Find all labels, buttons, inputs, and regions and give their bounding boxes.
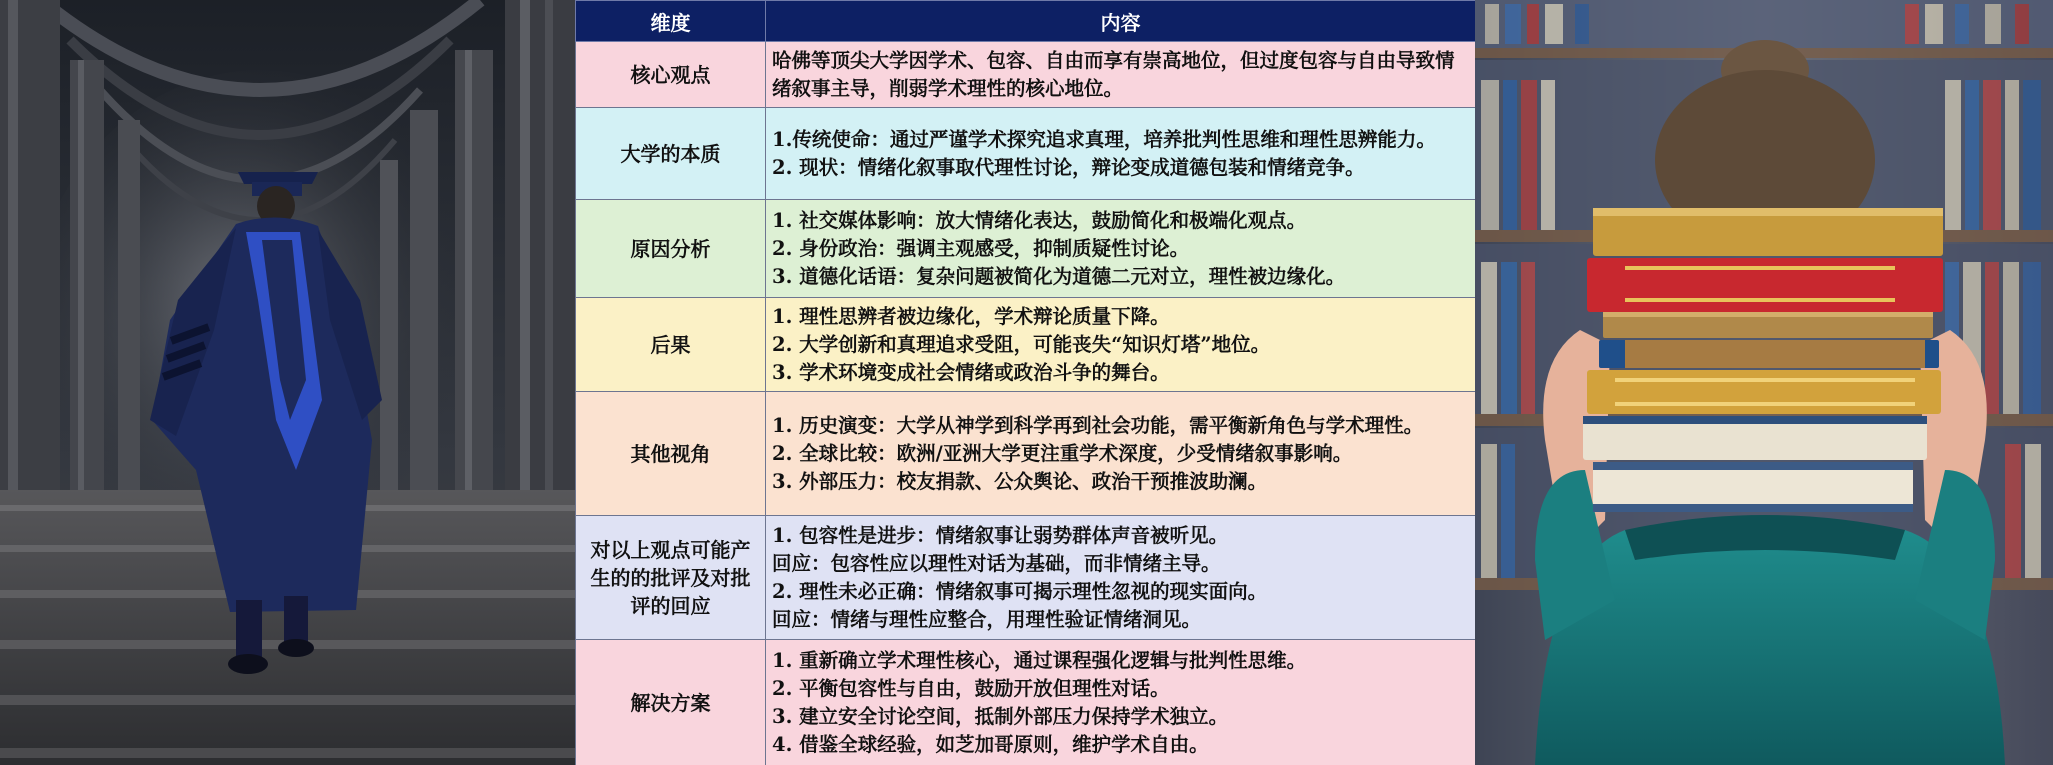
- content-line: 2. 平衡包容性与自由，鼓励开放但理性对话。: [772, 677, 1170, 700]
- table-row: [576, 42, 1476, 108]
- content-line: 3. 学术环境变成社会情绪或政治斗争的舞台。: [772, 360, 1170, 384]
- row-content: [766, 200, 1476, 298]
- info-table-container: [575, 0, 1475, 765]
- content-line: 1.传统使命：通过严谨学术探究追求真理，培养批判性思维和理性思辨能力。: [772, 127, 1436, 151]
- row-dimension: 原因分析: [576, 200, 766, 298]
- row-content: [766, 108, 1476, 200]
- books-stack-photo: [1475, 0, 2053, 765]
- content-line: 1. 理性思辨者被边缘化，学术辩论质量下降。: [772, 304, 1170, 328]
- table-row: [576, 516, 1476, 640]
- row-dimension: 后果: [576, 298, 766, 392]
- content-line: 1. 包容性是进步：情绪叙事让弱势群体声音被听见。: [772, 523, 1229, 547]
- row-dimension: 解决方案: [576, 640, 766, 765]
- header-content: 内容: [766, 1, 1476, 42]
- content-line: 2. 全球比较：欧洲/亚洲大学更注重学术深度，少受情绪叙事影响。: [772, 441, 1353, 465]
- row-content: [766, 516, 1476, 640]
- table-row: [576, 640, 1476, 765]
- row-content: [766, 42, 1476, 108]
- content-line: 3. 外部压力：校友捐款、公众舆论、政治干预推波助澜。: [772, 469, 1268, 493]
- table-row: [576, 392, 1476, 516]
- content-line: 2. 现状：情绪化叙事取代理性讨论，辩论变成道德包装和情绪竞争。: [772, 155, 1365, 179]
- info-table: [575, 0, 1476, 765]
- row-content: [766, 298, 1476, 392]
- table-row: [576, 108, 1476, 200]
- row-dimension: 核心观点: [576, 42, 766, 108]
- content-line: 4. 借鉴全球经验，如芝加哥原则，维护学术自由。: [772, 733, 1209, 756]
- content-line: 1. 历史演变：大学从神学到科学再到社会功能，需平衡新角色与学术理性。: [772, 413, 1424, 437]
- row-dimension: 其他视角: [576, 392, 766, 516]
- row-dimension: 大学的本质: [576, 108, 766, 200]
- header-dimension: 维度: [576, 1, 766, 42]
- content-line: 哈佛等顶尖大学因学术、包容、自由而享有崇高地位，但过度包容与自由导致情绪叙事主导，削弱学术理性的核心地位。: [772, 48, 1455, 100]
- graduate-illustration: [0, 0, 575, 765]
- content-line: 回应：情绪与理性应整合，用理性验证情绪洞见。: [772, 607, 1202, 631]
- books-illustration: [1475, 0, 2053, 765]
- content-line: 1. 重新确立学术理性核心，通过课程强化逻辑与批判性思维。: [772, 649, 1307, 672]
- content-line: 3. 建立安全讨论空间，抵制外部压力保持学术独立。: [772, 705, 1229, 728]
- table-row: [576, 298, 1476, 392]
- content-line: 1. 社交媒体影响：放大情绪化表达，鼓励简化和极端化观点。: [772, 208, 1307, 232]
- content-line: 2. 理性未必正确：情绪叙事可揭示理性忽视的现实面向。: [772, 579, 1268, 603]
- table-header-row: [576, 1, 1476, 42]
- table-row: [576, 200, 1476, 298]
- content-line: 2. 大学创新和真理追求受阻，可能丧失“知识灯塔”地位。: [772, 332, 1271, 356]
- content-line: 回应：包容性应以理性对话为基础，而非情绪主导。: [772, 551, 1221, 575]
- row-content: [766, 640, 1476, 765]
- content-line: 2. 身份政治：强调主观感受，抑制质疑性讨论。: [772, 236, 1190, 260]
- row-dimension: 对以上观点可能产生的的批评及对批评的回应: [576, 516, 766, 640]
- row-content: [766, 392, 1476, 516]
- content-line: 3. 道德化话语：复杂问题被简化为道德二元对立，理性被边缘化。: [772, 264, 1346, 288]
- graduate-corridor-photo: [0, 0, 575, 765]
